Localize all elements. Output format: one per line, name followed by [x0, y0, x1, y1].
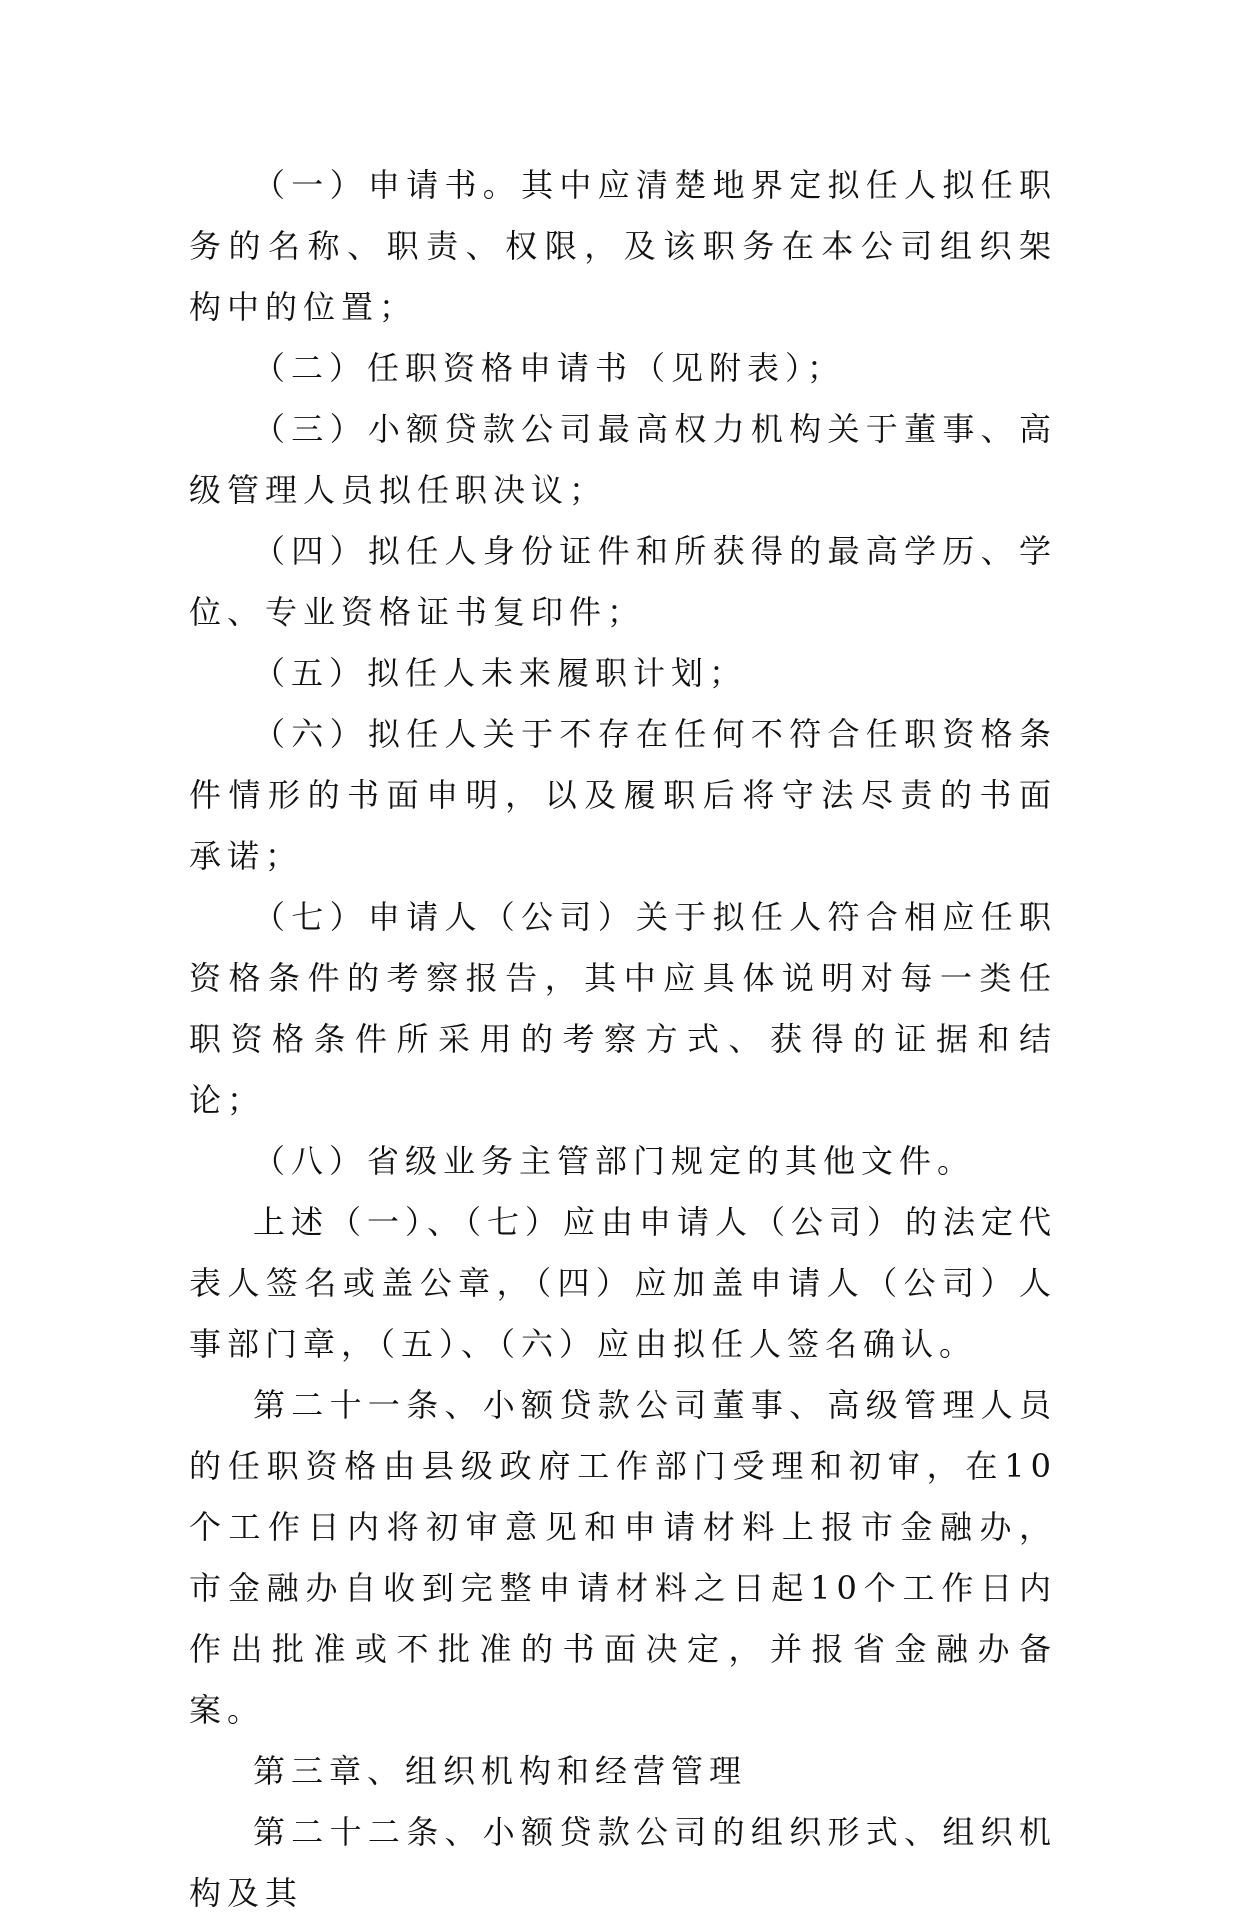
paragraph-item-5: （五）拟任人未来履职计划；	[253, 654, 748, 692]
article-22-paragraph: 第二十二条、小额贷款公司的组织形式、组织机构及其	[189, 1813, 1057, 1912]
paragraph-item-7: （七）申请人（公司）关于拟任人符合相应任职资格条件的考察报告，其中应具体说明对每一类任职资格条件所采用的考察方式、获得的证据和结论；	[189, 898, 1057, 1119]
paragraph-item-1: （一）申请书。其中应清楚地界定拟任人拟任职务的名称、职责、权限，及该职务在本公司组织架构中的位置；	[189, 166, 1057, 326]
paragraph-item-6: （六）拟任人关于不存在任何不符合任职资格条件情形的书面申明，以及履职后将守法尽责的书面承诺；	[189, 715, 1057, 875]
paragraph-item-2: （二）任职资格申请书（见附表）；	[253, 349, 846, 387]
document-body	[189, 155, 1057, 1924]
chapter-3-heading: 第三章、组织机构和经营管理	[253, 1752, 748, 1790]
signature-requirement-paragraph: 上述（一）、（七）应由申请人（公司）的法定代表人签名或盖公章，（四）应加盖申请人（公司）人事部门章，（五）、（六）应由拟任人签名确认。	[189, 1203, 1058, 1363]
paragraph-item-8: （八）省级业务主管部门规定的其他文件。	[253, 1142, 976, 1180]
article-21-paragraph: 第二十一条、小额贷款公司董事、高级管理人员的任职资格由县级政府工作部门受理和初审，在10个工作日内将初审意见和申请材料上报市金融办，市金融办自收到完整申请材料之日起10个工作日内作出批准或不批准的书面决定，并报省金融办备案。	[189, 1386, 1057, 1729]
paragraph-item-4: （四）拟任人身份证件和所获得的最高学历、学位、专业资格证书复印件；	[189, 532, 1057, 631]
paragraph-item-3: （三）小额贷款公司最高权力机构关于董事、高级管理人员拟任职决议；	[189, 410, 1057, 509]
